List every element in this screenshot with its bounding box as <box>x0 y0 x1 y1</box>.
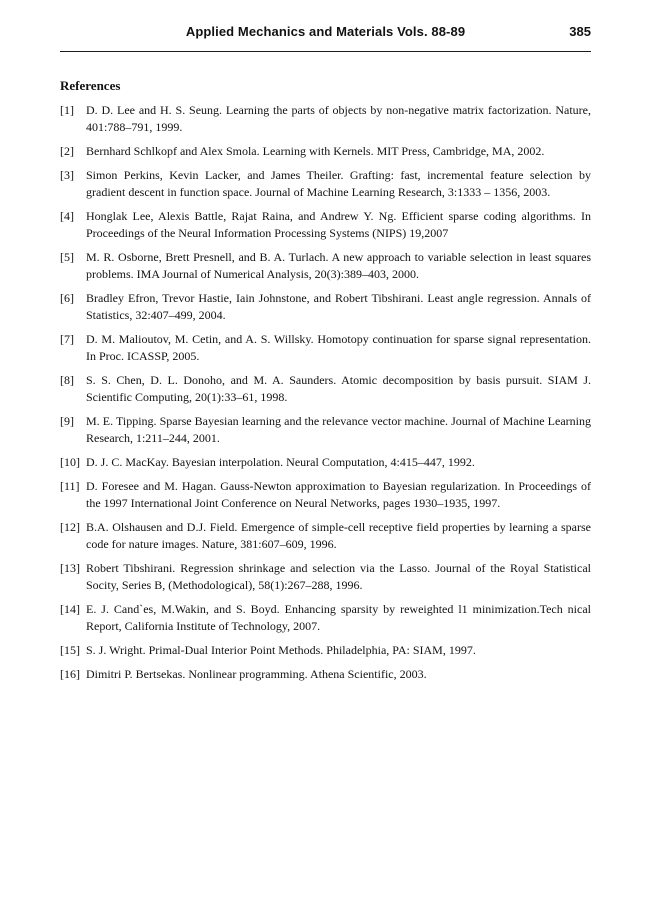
reference-text: E. J. Cand`es, M.Wakin, and S. Boyd. Enhancing sparsity by reweighted l1 minimization.Tech nical Report, California Institute of Technology, 2007. <box>86 602 591 633</box>
reference-label: [12] <box>60 520 80 534</box>
reference-item <box>60 666 591 683</box>
reference-text: Robert Tibshirani. Regression shrinkage and selection via the Lasso. Journal of the Royal Statistical Socity, Series B, (Methodological), 58(1):267–288, 1996. <box>86 561 591 592</box>
reference-text: M. E. Tipping. Sparse Bayesian learning and the relevance vector machine. Journal of Machine Learning Research, 1:211–244, 2001. <box>86 414 591 445</box>
reference-label: [7] <box>60 332 74 346</box>
reference-item <box>60 478 591 512</box>
header-rule <box>60 51 591 52</box>
reference-text: S. S. Chen, D. L. Donoho, and M. A. Saunders. Atomic decomposition by basis pursuit. SIAM J. Scientific Computing, 20(1):33–61, 1998. <box>86 373 591 404</box>
reference-text: Bradley Efron, Trevor Hastie, Iain Johnstone, and Robert Tibshirani. Least angle regression. Annals of Statistics, 32:407–499, 2004. <box>86 291 591 322</box>
reference-text: D. D. Lee and H. S. Seung. Learning the parts of objects by non-negative matrix factorization. Nature, 401:788–791, 1999. <box>86 103 591 134</box>
reference-item <box>60 519 591 553</box>
reference-item <box>60 454 591 471</box>
reference-text: D. M. Malioutov, M. Cetin, and A. S. Willsky. Homotopy continuation for sparse signal representation. In Proc. ICASSP, 2005. <box>86 332 591 363</box>
reference-text: Honglak Lee, Alexis Battle, Rajat Raina, and Andrew Y. Ng. Efficient sparse coding algorithms. In Proceedings of the Neural Information Processing Systems (NIPS) 19,2007 <box>86 209 591 240</box>
reference-label: [11] <box>60 479 80 493</box>
reference-label: [10] <box>60 455 80 469</box>
reference-label: [13] <box>60 561 80 575</box>
reference-text: M. R. Osborne, Brett Presnell, and B. A. Turlach. A new approach to variable selection in least squares problems. IMA Journal of Numerical Analysis, 20(3):389–403, 2000. <box>86 250 591 281</box>
reference-text: D. Foresee and M. Hagan. Gauss-Newton approximation to Bayesian regularization. In Proceedings of the 1997 International Joint Conference on Neural Networks, pages 1930–1935, 1997. <box>86 479 591 510</box>
reference-text: Dimitri P. Bertsekas. Nonlinear programming. Athena Scientific, 2003. <box>86 667 427 681</box>
reference-item <box>60 372 591 406</box>
page-number: 385 <box>569 24 591 39</box>
reference-item <box>60 601 591 635</box>
reference-text: D. J. C. MacKay. Bayesian interpolation. Neural Computation, 4:415–447, 1992. <box>86 455 475 469</box>
reference-item <box>60 331 591 365</box>
reference-label: [8] <box>60 373 74 387</box>
reference-label: [5] <box>60 250 74 264</box>
running-title: Applied Mechanics and Materials Vols. 88-89 <box>185 24 466 39</box>
reference-item <box>60 102 591 136</box>
reference-label: [16] <box>60 667 80 681</box>
reference-label: [3] <box>60 168 74 182</box>
reference-item <box>60 143 591 160</box>
reference-text: S. J. Wright. Primal-Dual Interior Point Methods. Philadelphia, PA: SIAM, 1997. <box>86 643 476 657</box>
reference-item <box>60 208 591 242</box>
reference-label: [14] <box>60 602 80 616</box>
reference-item <box>60 413 591 447</box>
reference-item <box>60 642 591 659</box>
reference-item <box>60 167 591 201</box>
reference-label: [15] <box>60 643 80 657</box>
reference-label: [9] <box>60 414 74 428</box>
reference-item <box>60 560 591 594</box>
reference-text: Bernhard Schlkopf and Alex Smola. Learning with Kernels. MIT Press, Cambridge, MA, 2002. <box>86 144 545 158</box>
reference-text: B.A. Olshausen and D.J. Field. Emergence of simple-cell receptive field properties by learning a sparse code for nature images. Nature, 381:607–609, 1996. <box>86 520 591 551</box>
section-title: References <box>60 78 121 93</box>
references-list <box>60 102 591 683</box>
reference-item <box>60 249 591 283</box>
reference-label: [6] <box>60 291 74 305</box>
reference-text: Simon Perkins, Kevin Lacker, and James Theiler. Grafting: fast, incremental feature selection by gradient descent in function space. Journal of Machine Learning Research, 3:1333 – 1356, 2003. <box>86 168 591 199</box>
reference-label: [2] <box>60 144 74 158</box>
reference-label: [1] <box>60 103 74 117</box>
reference-item <box>60 290 591 324</box>
page-header <box>60 24 591 40</box>
reference-label: [4] <box>60 209 74 223</box>
